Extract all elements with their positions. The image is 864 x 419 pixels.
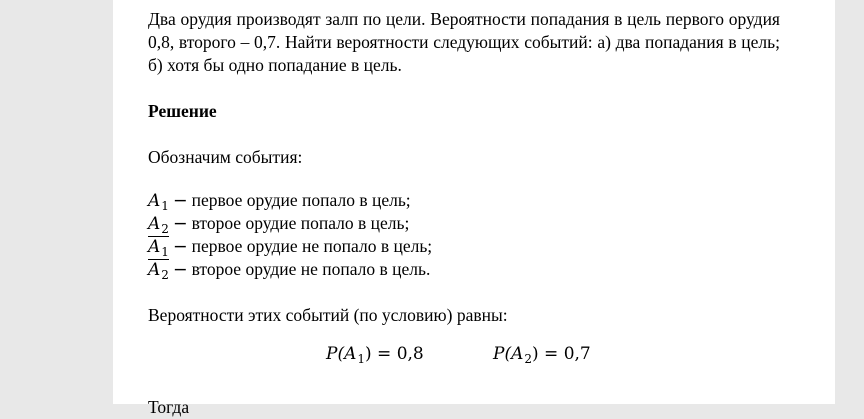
event-description: второе орудие попало в цель; (191, 213, 410, 233)
event-symbol: $A_1$ (148, 191, 169, 213)
solution-heading: Решение (148, 101, 217, 121)
event-symbol-negated: $A_2$ (148, 260, 169, 282)
problem-statement: Два орудия производят залп по цели. Вероятности попадания в цель первого орудия 0,8, второго – 0,7. Найти вероятности следующих событий: а) два попадания в цель; б) хотя бы одно попадание в цель. (148, 9, 780, 75)
events-intro: Обозначим события: (148, 147, 303, 167)
event-description: первое орудие попало в цель; (191, 190, 411, 210)
event-not-a1 (148, 235, 780, 258)
event-not-a2 (148, 258, 780, 281)
event-dash: − (172, 260, 188, 280)
event-dash: − (172, 237, 188, 257)
then-text: Тогда (148, 397, 190, 417)
probability-formulas (148, 342, 780, 372)
event-dash: − (172, 214, 188, 234)
formula-p-a1: $P(A_1) = 0,8$ (326, 344, 424, 366)
event-symbol: $A_2$ (148, 214, 169, 236)
event-a1 (148, 189, 780, 212)
event-symbol-negated: $A_1$ (148, 237, 169, 259)
document-content (148, 8, 780, 419)
event-description: первое орудие не попало в цель; (191, 236, 433, 256)
event-definitions (148, 189, 780, 281)
event-description: второе орудие не попало в цель. (191, 259, 431, 279)
event-dash: − (172, 191, 188, 211)
document-page (113, 0, 835, 417)
formula-p-a2: $P(A_2) = 0,7$ (493, 344, 591, 366)
probabilities-intro: Вероятности этих событий (по условию) равны: (148, 305, 508, 325)
event-a2 (148, 212, 780, 235)
